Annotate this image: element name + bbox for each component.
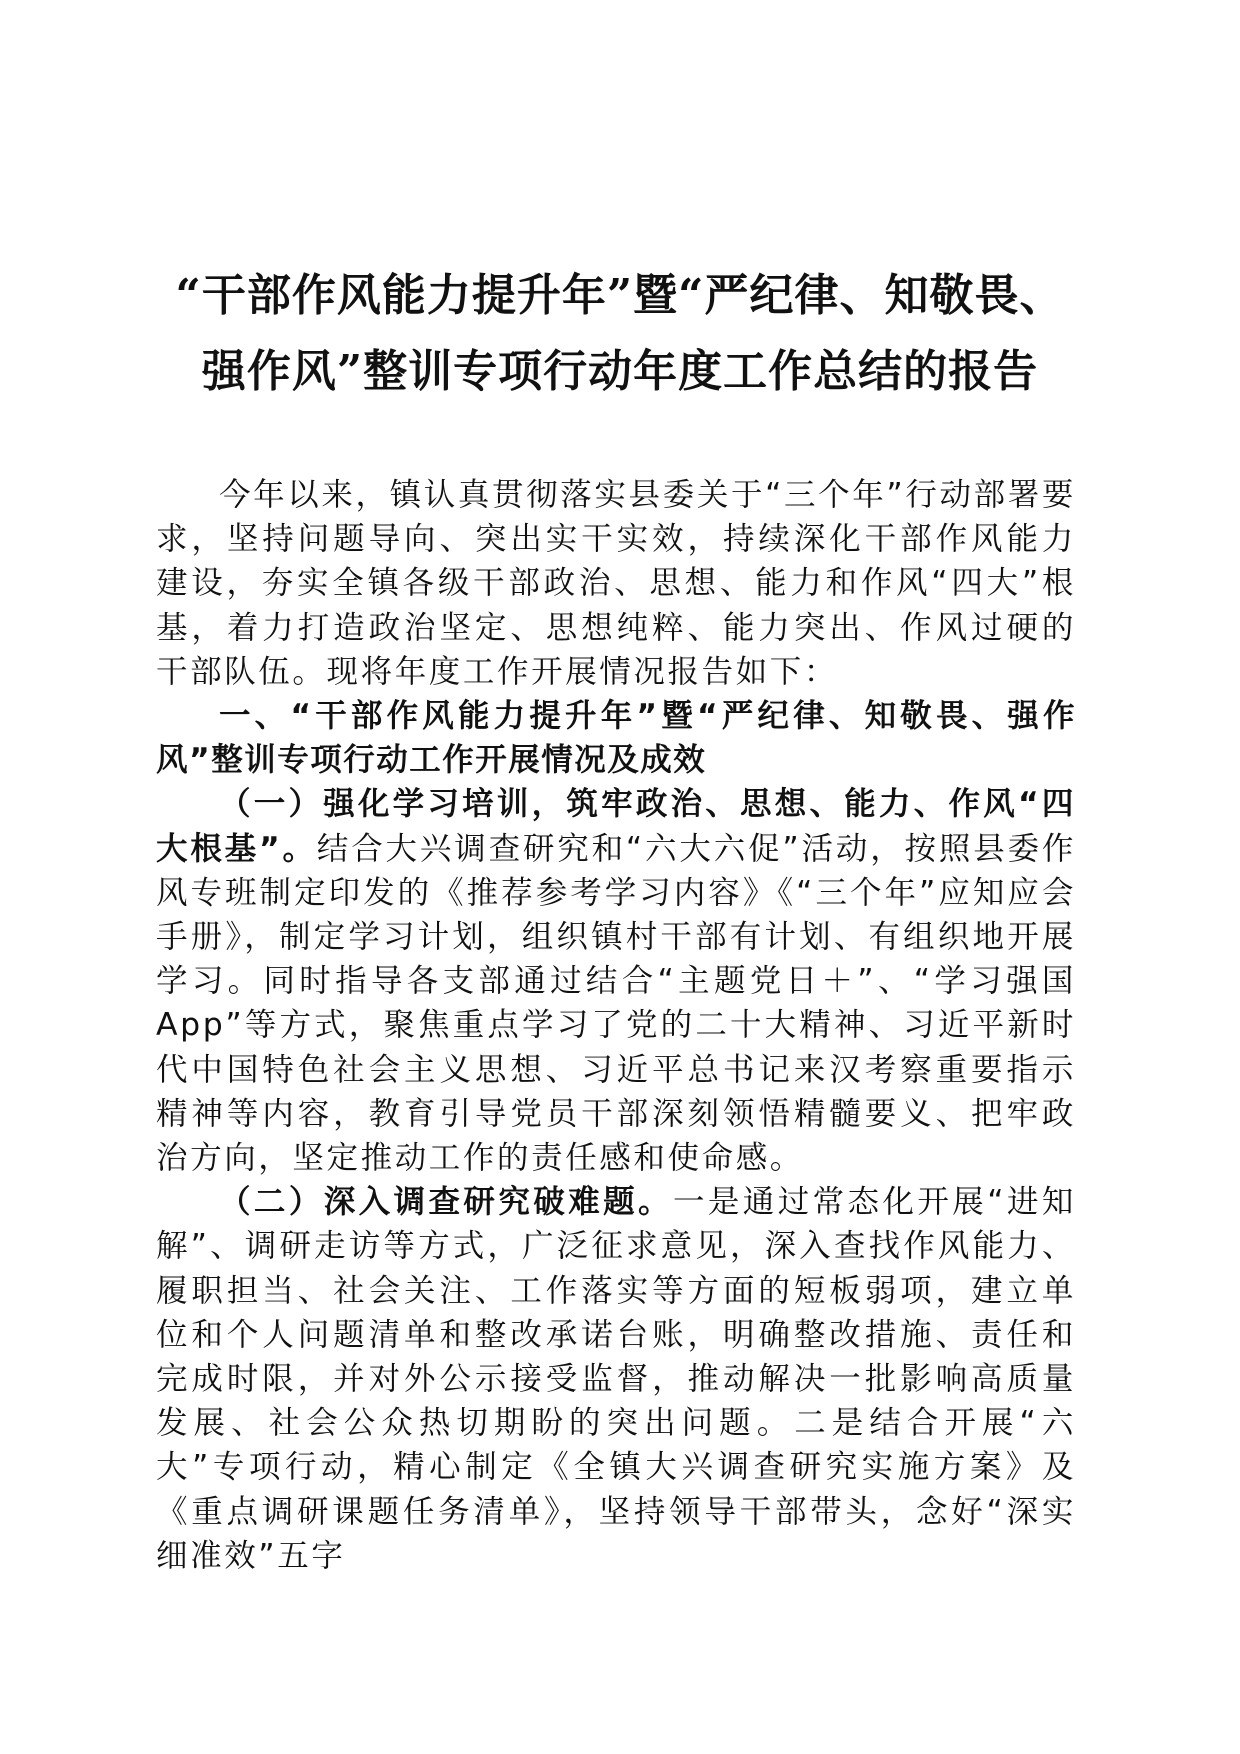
item-paragraph-2 xyxy=(156,1180,1076,1578)
item-body-1: 结合大兴调查研究和“六大六促”活动，按照县委作风专班制定印发的《推荐参考学习内容》《“三个年”应知应会手册》，制定学习计划，组织镇村干部有计划、有组织地开展学习。同时指导各支部通过结合“主题党日＋”、“学习强国App”等方式，聚焦重点学习了党的二十大精神、习近平新时代中国特色社会主义思想、习近平总书记来汉考察重要指示精神等内容，教育引导党员干部深刻领悟精髓要义、把牢政治方向，坚定推动工作的责任感和使命感。 xyxy=(156,830,1076,1177)
section-heading-1: 一、“干部作风能力提升年”暨“严纪律、知敬畏、强作风”整训专项行动工作开展情况及成效 xyxy=(156,698,1076,779)
item-title-2: （二）深入调查研究破难题。 xyxy=(219,1184,673,1221)
document-title xyxy=(120,258,1120,410)
item-body-2: 一是通过常态化开展“进知解”、调研走访等方式，广泛征求意见，深入查找作风能力、履职担当、社会关注、工作落实等方面的短板弱项，建立单位和个人问题清单和整改承诺台账，明确整改措施、责任和完成时限，并对外公示接受监督，推动解决一批影响高质量发展、社会公众热切期盼的突出问题。二是结合开展“六大”专项行动，精心制定《全镇大兴调查研究实施方案》及《重点调研课题任务清单》，坚持领导干部带头，念好“深实细准效”五字 xyxy=(156,1184,1076,1574)
intro-paragraph: 今年以来，镇认真贯彻落实县委关于“三个年”行动部署要求，坚持问题导向、突出实干实效，持续深化干部作风能力建设，夯实全镇各级干部政治、思想、能力和作风“四大”根基，着力打造政治坚定、思想纯粹、能力突出、作风过硬的干部队伍。现将年度工作开展情况报告如下： xyxy=(156,477,1076,690)
item-paragraph-1 xyxy=(156,782,1076,1180)
title-line-1: “干部作风能力提升年”暨“严纪律、知敬畏、 xyxy=(175,270,1065,321)
document-body xyxy=(156,473,1076,1578)
item-title-1: （一）强化学习培训，筑牢政治、思想、能力、作风“四大根基”。 xyxy=(156,786,1076,867)
title-line-2: 强作风”整训专项行动年度工作总结的报告 xyxy=(201,346,1039,397)
